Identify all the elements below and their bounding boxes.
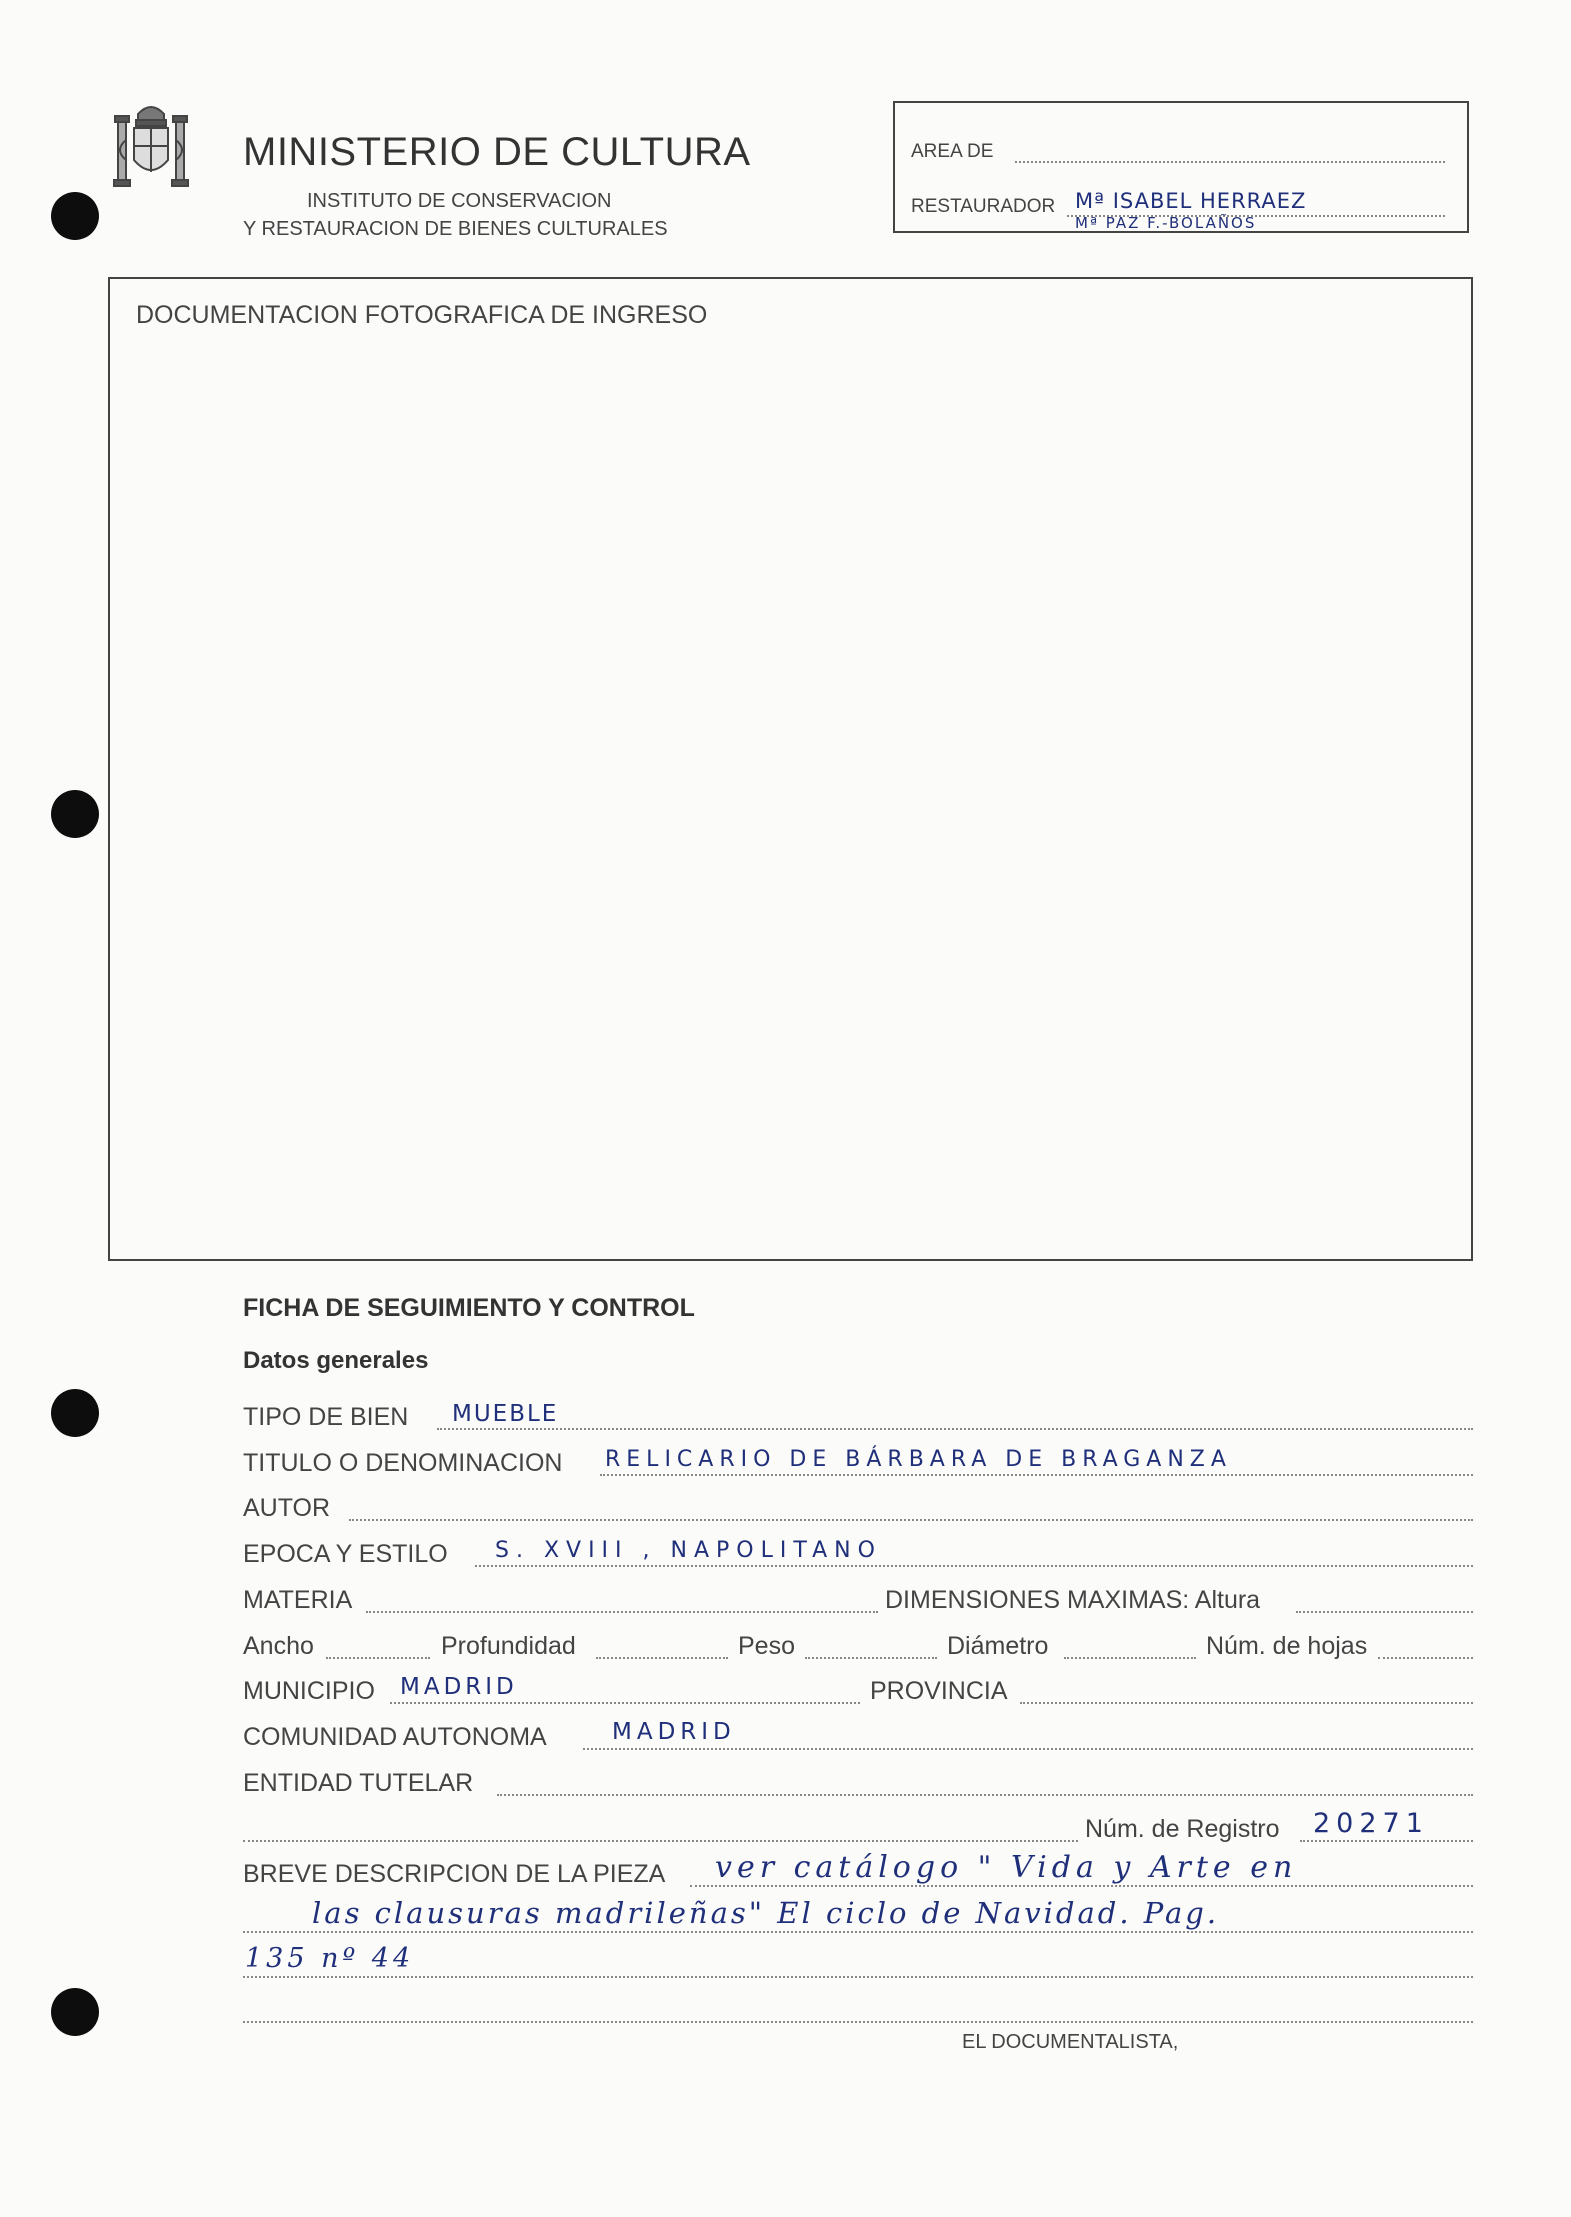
titulo-field[interactable]: [600, 1474, 1473, 1476]
ancho-label: Ancho: [243, 1632, 314, 1660]
registro-value: 20271: [1313, 1808, 1429, 1839]
binder-hole-middle: [51, 790, 99, 838]
epoca-field[interactable]: [475, 1565, 1473, 1567]
coat-of-arms-icon: [110, 100, 192, 192]
comunidad-label: COMUNIDAD AUTONOMA: [243, 1723, 547, 1751]
num-hojas-label: Núm. de hojas: [1206, 1632, 1368, 1660]
ministry-title: MINISTERIO DE CULTURA: [243, 130, 751, 174]
binder-hole-lower: [51, 1389, 99, 1437]
form-title: FICHA DE SEGUIMIENTO Y CONTROL: [243, 1294, 695, 1322]
restaurador-label: RESTAURADOR: [911, 196, 1056, 217]
comunidad-value: MADRID: [612, 1719, 736, 1745]
registro-leader: [243, 1840, 1078, 1842]
ancho-field[interactable]: [326, 1657, 430, 1659]
titulo-label: TITULO O DENOMINACION: [243, 1449, 563, 1477]
comunidad-field[interactable]: [583, 1748, 1473, 1750]
institute-line-2: Y RESTAURACION DE BIENES CULTURALES: [243, 218, 668, 240]
descripcion-field-line2[interactable]: [243, 1931, 1473, 1933]
descripcion-value-line1: ver catálogo " Vida y Arte en: [715, 1850, 1298, 1885]
epoca-value: S. XVIII , NAPOLITANO: [495, 1538, 882, 1563]
dimensiones-label: DIMENSIONES MAXIMAS: Altura: [885, 1586, 1261, 1614]
restaurador-value-2: Mª PAZ F.-BOLAÑOS: [1075, 214, 1257, 232]
diametro-label: Diámetro: [947, 1632, 1049, 1660]
tipo-de-bien-label: TIPO DE BIEN: [243, 1403, 409, 1431]
provincia-field[interactable]: [1020, 1702, 1473, 1704]
descripcion-field-line3[interactable]: [243, 1976, 1473, 1978]
profundidad-field[interactable]: [596, 1657, 728, 1659]
descripcion-value-line3: 135 nº 44: [245, 1943, 415, 1974]
diametro-field[interactable]: [1064, 1657, 1196, 1659]
autor-label: AUTOR: [243, 1494, 331, 1522]
binder-hole-bottom: [51, 1988, 99, 2036]
entidad-label: ENTIDAD TUTELAR: [243, 1769, 474, 1797]
num-hojas-field[interactable]: [1378, 1657, 1473, 1659]
binder-hole-top: [51, 192, 99, 240]
peso-label: Peso: [738, 1632, 795, 1660]
area-label: AREA DE: [911, 141, 994, 162]
documentalista-label: EL DOCUMENTALISTA,: [962, 2031, 1179, 2053]
municipio-value: MADRID: [400, 1674, 518, 1700]
staff-box: [893, 101, 1469, 233]
titulo-value: RELICARIO DE BÁRBARA DE BRAGANZA: [605, 1447, 1232, 1472]
profundidad-label: Profundidad: [441, 1632, 576, 1660]
area-field[interactable]: [1015, 161, 1445, 163]
municipio-field[interactable]: [390, 1702, 860, 1704]
registro-field[interactable]: [1300, 1840, 1473, 1842]
materia-label: MATERIA: [243, 1586, 353, 1614]
provincia-label: PROVINCIA: [870, 1677, 1008, 1705]
descripcion-label: BREVE DESCRIPCION DE LA PIEZA: [243, 1860, 666, 1888]
tipo-de-bien-value: MUEBLE: [452, 1401, 559, 1427]
photo-section-title: DOCUMENTACION FOTOGRAFICA DE INGRESO: [136, 301, 708, 329]
registro-label: Núm. de Registro: [1085, 1815, 1280, 1843]
restaurador-value-1: Mª ISABEL HERRAEZ: [1075, 189, 1307, 213]
municipio-label: MUNICIPIO: [243, 1677, 375, 1705]
descripcion-value-line2: las clausuras madrileñas" El ciclo de Navidad. Pag.: [312, 1896, 1220, 1930]
epoca-label: EPOCA Y ESTILO: [243, 1540, 448, 1568]
institute-line-1: INSTITUTO DE CONSERVACION: [307, 190, 612, 212]
materia-field[interactable]: [366, 1611, 878, 1613]
peso-field[interactable]: [805, 1657, 937, 1659]
descripcion-field-line4[interactable]: [243, 2021, 1473, 2023]
altura-field[interactable]: [1296, 1611, 1473, 1613]
photo-documentation-box: [108, 277, 1473, 1261]
entidad-field[interactable]: [497, 1794, 1473, 1796]
tipo-de-bien-field[interactable]: [437, 1428, 1473, 1430]
descripcion-field-line1[interactable]: [690, 1885, 1473, 1887]
form-subtitle: Datos generales: [243, 1347, 429, 1374]
autor-field[interactable]: [349, 1519, 1473, 1521]
